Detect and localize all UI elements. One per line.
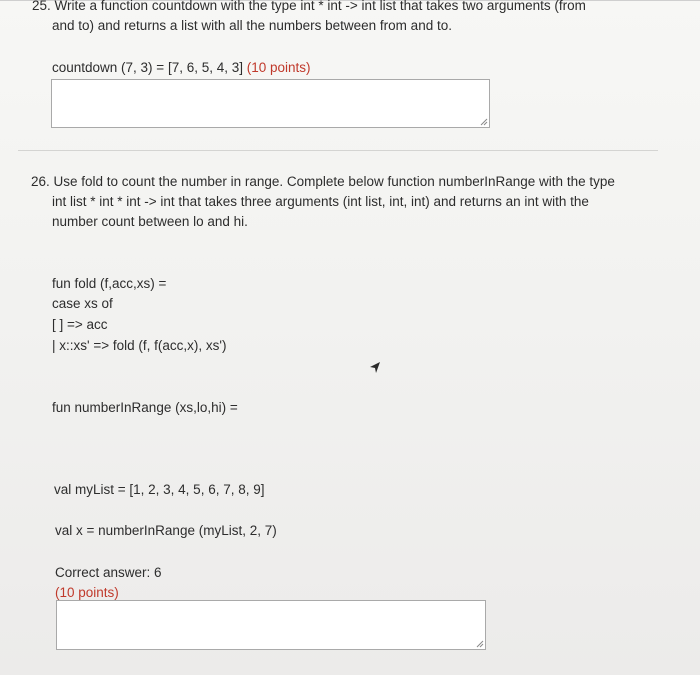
code-fold-def: fun fold (f,acc,xs) = xyxy=(52,276,167,291)
resize-grip-icon[interactable] xyxy=(480,118,488,126)
q25-example-row xyxy=(52,58,311,78)
code-cons-case: | x::xs' => fold (f, f(acc,x), xs') xyxy=(52,338,227,353)
q26-answer-textarea[interactable] xyxy=(56,600,486,650)
q25-points: (10 points) xyxy=(246,60,311,75)
code-nil-case: [ ] => acc xyxy=(52,317,108,332)
q26-prompt-line-3: number count between lo and hi. xyxy=(52,214,248,229)
q26-points: (10 points) xyxy=(55,585,119,600)
resize-grip-icon[interactable] xyxy=(476,640,484,648)
code-case-line: case xs of xyxy=(52,296,113,311)
code-val-x: val x = numberInRange (myList, 2, 7) xyxy=(55,523,277,538)
code-range-def: fun numberInRange (xs,lo,hi) = xyxy=(52,400,238,415)
q25-prompt-line-2: and to) and returns a list with all the numbers between from and to. xyxy=(52,18,452,33)
code-mylist: val myList = [1, 2, 3, 4, 5, 6, 7, 8, 9] xyxy=(54,482,265,497)
q25-answer-textarea[interactable] xyxy=(51,79,490,128)
q26-prompt-line-1: 26. Use fold to count the number in range. Complete below function numberInRange with the type xyxy=(31,174,615,189)
mouse-pointer-icon xyxy=(368,361,382,375)
correct-answer: Correct answer: 6 xyxy=(55,565,162,580)
q25-prompt-line-1: 25. Write a function countdown with the type int * int -> int list that takes two arguments (from xyxy=(32,0,586,13)
q25-example: countdown (7, 3) = [7, 6, 5, 4, 3] xyxy=(52,60,243,75)
question-divider xyxy=(18,150,658,151)
q26-prompt-line-2: int list * int * int -> int that takes three arguments (int list, int, int) and returns an int with the xyxy=(52,194,589,209)
